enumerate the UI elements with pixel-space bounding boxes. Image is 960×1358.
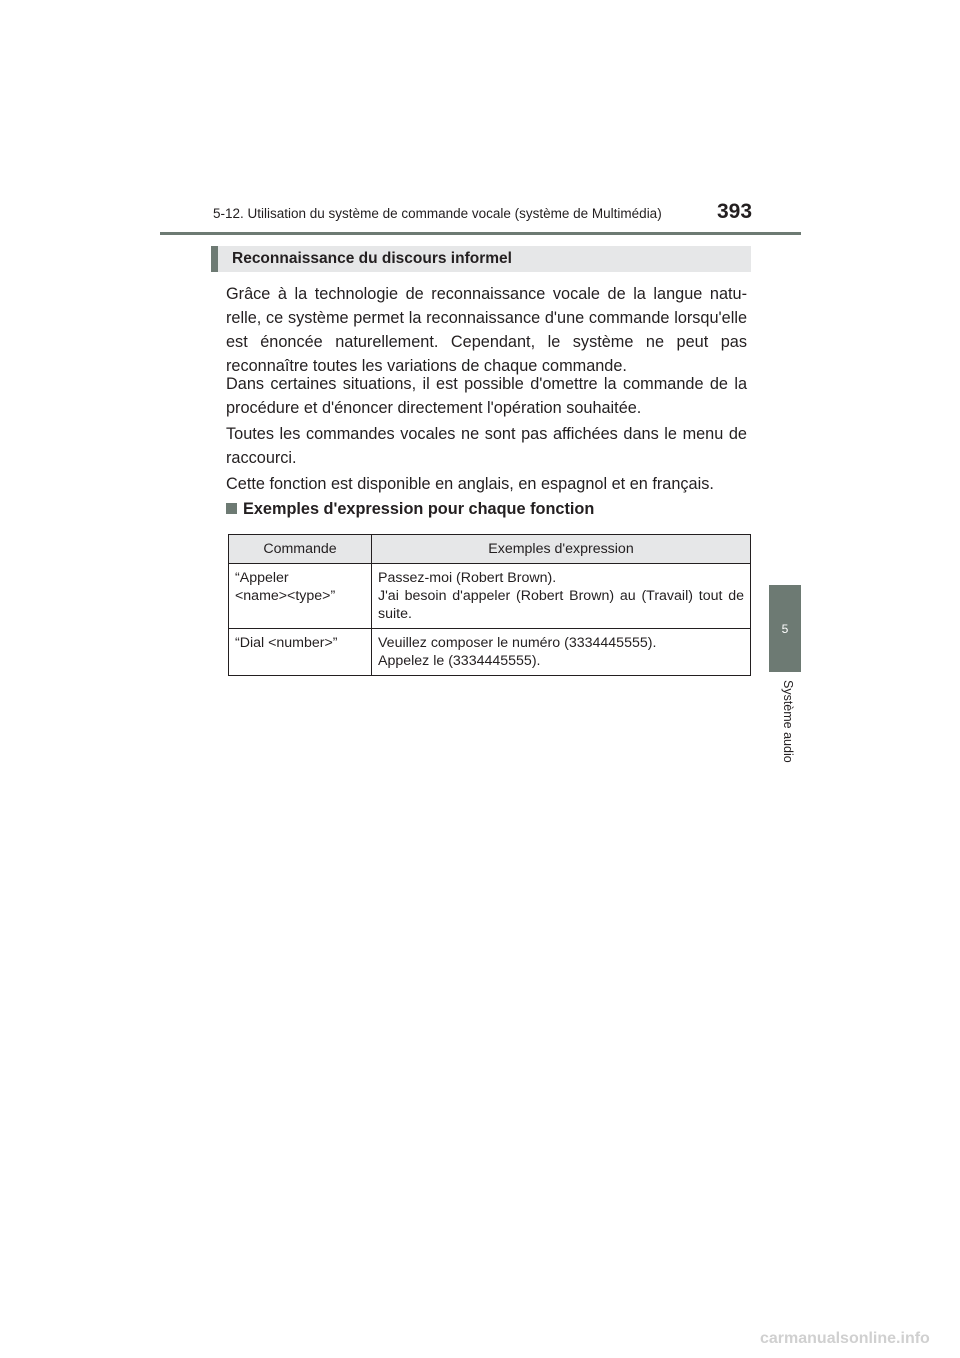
- table-header-row: [229, 535, 751, 564]
- section-title: Reconnaissance du discours informel: [232, 250, 512, 267]
- table-row: [229, 629, 751, 676]
- watermark: carmanualsonline.info: [760, 1330, 930, 1347]
- command-line: “Appeler: [235, 570, 289, 586]
- table-row: [229, 564, 751, 629]
- column-header-command: Commande: [229, 535, 372, 564]
- paragraph-shortcut: Toutes les commandes vocales ne sont pas affichées dans le menu de raccourci.: [226, 425, 747, 467]
- command-cell: [229, 629, 372, 676]
- example-line: Veuillez composer le numéro (3334445555).: [378, 635, 657, 651]
- header-title: 5-12. Utilisation du système de commande vocale (système de Multimédia): [213, 206, 662, 221]
- command-cell: [229, 564, 372, 629]
- paragraph-languages: Cette fonction est disponible en anglais, en espagnol et en français.: [226, 475, 714, 493]
- paragraph-omit: Dans certaines situations, il est possible d'omettre la commande de la procédure et d'énoncer directement l'opération souhaitée.: [226, 375, 747, 417]
- chapter-tab: [769, 585, 801, 672]
- example-line: J'ai besoin d'appeler (Robert Brown) au (Travail) tout de suite.: [378, 588, 744, 622]
- example-line: Appelez le (3334445555).: [378, 653, 541, 669]
- subheading-text: Exemples d'expression pour chaque fonction: [243, 500, 595, 518]
- examples-cell: [372, 564, 751, 629]
- page-number: 393: [717, 200, 753, 223]
- column-header-examples: Exemples d'expression: [372, 535, 751, 564]
- command-line: “Dial <number>”: [235, 635, 338, 651]
- command-line: <name><type>”: [235, 588, 336, 604]
- paragraph-intro: Grâce à la technologie de reconnaissance vocale de la langue natu- relle, ce système permet la reconnaissance d'une commande lorsqu'elle est énoncée naturellement. Cependant, le système ne peut pas reconnaître toutes les variations de chaque commande.: [226, 285, 747, 375]
- chapter-number: 5: [781, 621, 789, 636]
- header-divider: [160, 232, 801, 235]
- example-line: Passez-moi (Robert Brown).: [378, 570, 557, 586]
- chapter-label: Système audio: [781, 680, 795, 763]
- subheading: [226, 500, 594, 519]
- expression-table: [228, 534, 751, 676]
- section-heading-bar: [211, 246, 751, 272]
- examples-cell: [372, 629, 751, 676]
- square-bullet-icon: [226, 503, 237, 514]
